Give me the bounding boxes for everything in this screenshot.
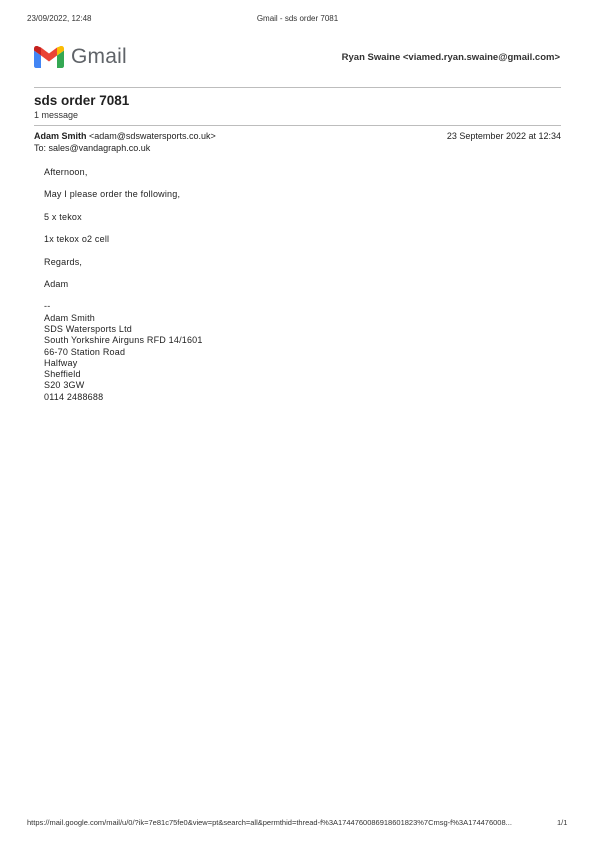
sender-line bbox=[34, 131, 216, 141]
print-date: 23/09/2022, 12:48 bbox=[27, 14, 92, 23]
signature-line: Halfway bbox=[44, 358, 78, 368]
print-document-title: Gmail - sds order 7081 bbox=[256, 14, 339, 23]
gmail-wordmark: Gmail bbox=[71, 45, 127, 68]
signature-line: S20 3GW bbox=[44, 380, 85, 390]
body-closing: Regards, bbox=[44, 257, 83, 267]
sender-email: <adam@sdswatersports.co.uk> bbox=[89, 131, 216, 141]
body-item-1: 5 x tekox bbox=[44, 212, 82, 222]
message-count: 1 message bbox=[34, 110, 79, 120]
body-sign-name: Adam bbox=[44, 279, 69, 289]
signature-line: 66-70 Station Road bbox=[44, 347, 126, 357]
print-page-number: 1/1 bbox=[557, 818, 568, 827]
sender-name: Adam Smith bbox=[34, 131, 87, 141]
signature-line: South Yorkshire Airguns RFD 14/1601 bbox=[44, 335, 203, 345]
recipient-line: To: sales@vandagraph.co.uk bbox=[34, 143, 151, 153]
signature-line: Adam Smith bbox=[44, 313, 96, 323]
gmail-logo bbox=[34, 44, 127, 70]
signature-line: SDS Watersports Ltd bbox=[44, 324, 132, 334]
header-divider bbox=[34, 87, 561, 88]
signature-line: Sheffield bbox=[44, 369, 81, 379]
account-label: Ryan Swaine <viamed.ryan.swaine@gmail.com> bbox=[341, 52, 560, 63]
body-greeting: Afternoon, bbox=[44, 167, 88, 177]
message-date: 23 September 2022 at 12:34 bbox=[446, 131, 561, 141]
thread-subject: sds order 7081 bbox=[34, 93, 130, 108]
gmail-m-icon bbox=[34, 46, 64, 68]
body-request: May I please order the following, bbox=[44, 189, 181, 199]
print-footer-url: https://mail.google.com/mail/u/0/?ik=7e81c75fe0&view=pt&search=all&permthid=thread-f%3A1744760086918601823%7Cmsg-f%3A174476008... bbox=[27, 818, 512, 827]
signature-separator: -- bbox=[44, 301, 51, 311]
subject-divider bbox=[34, 125, 561, 126]
body-item-2: 1x tekox o2 cell bbox=[44, 234, 110, 244]
print-header bbox=[27, 14, 568, 26]
signature-line: 0114 2488688 bbox=[44, 392, 104, 402]
